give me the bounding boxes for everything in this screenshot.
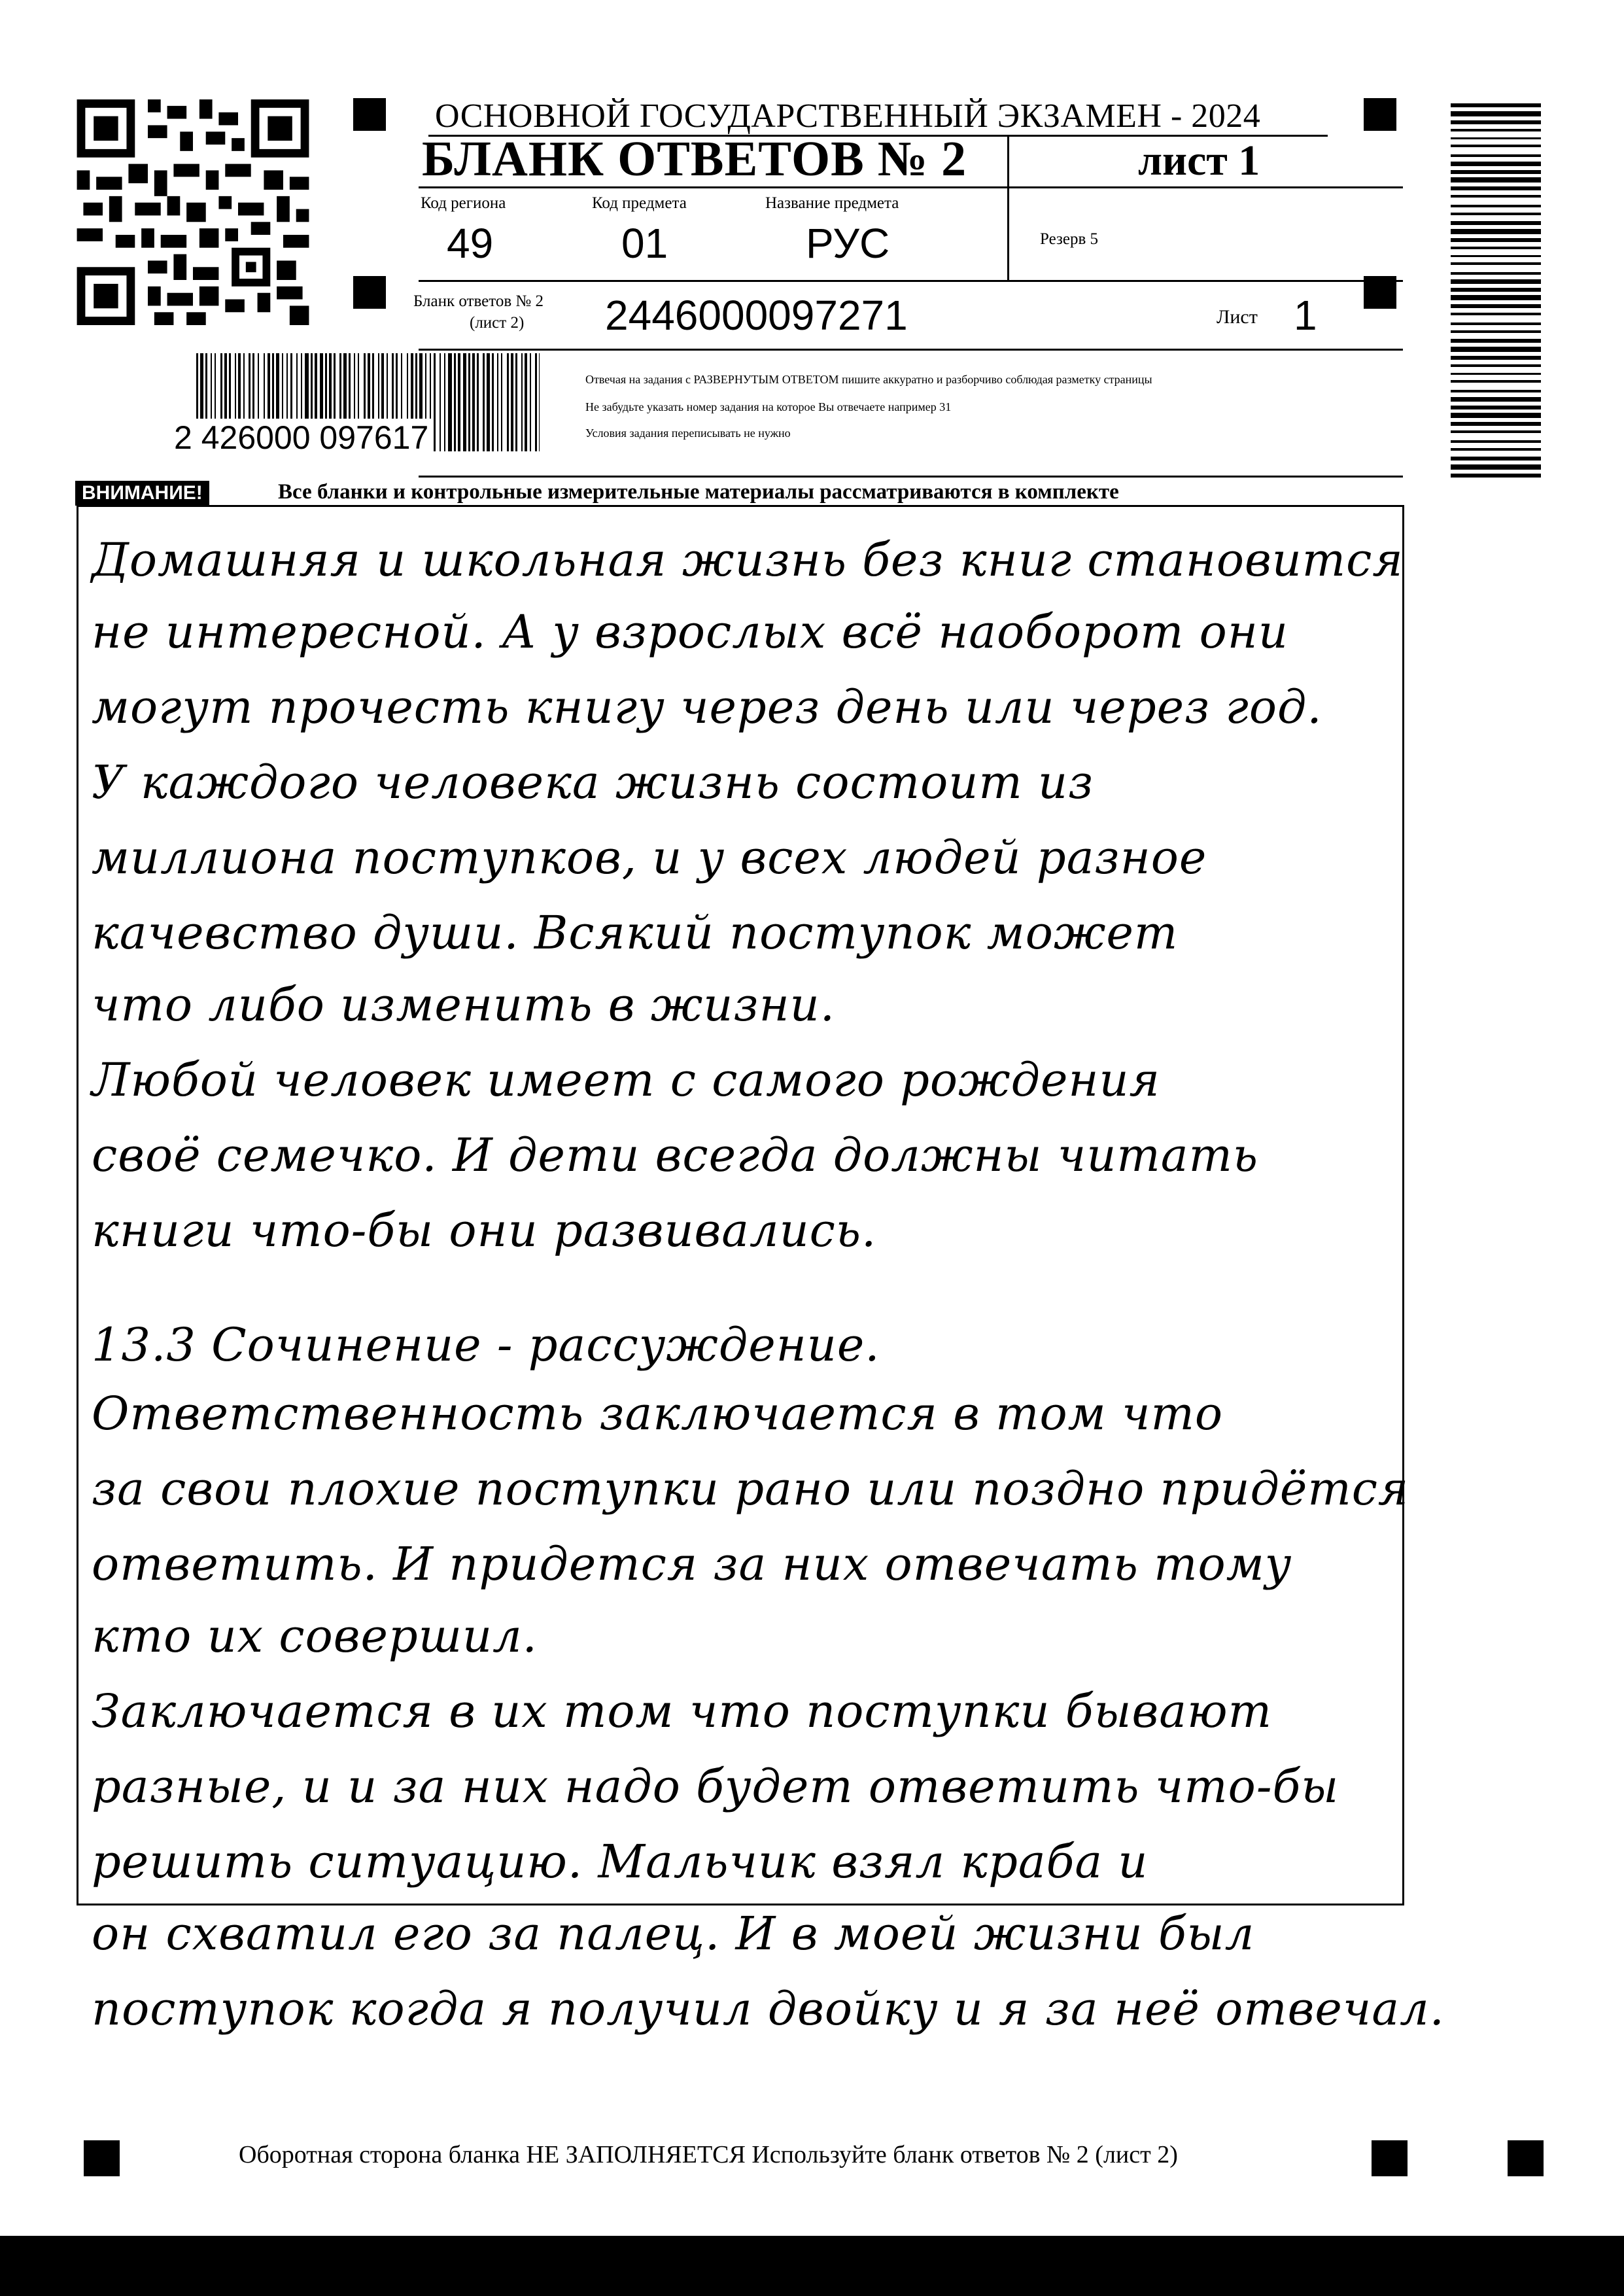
answer-line: книги что-бы они развивались.	[92, 1204, 877, 1257]
instruction-line-1: Отвечая на задания с РАЗВЕРНУТЫМ ОТВЕТОМ пишите аккуратно и разборчиво соблюдая разметку страницы	[585, 373, 1152, 386]
answer-line: миллиона поступков, и у всех людей разное	[92, 831, 1207, 884]
form-title: БЛАНК ОТВЕТОВ № 2	[422, 131, 967, 186]
registration-mark-bottom-mid	[1372, 2140, 1408, 2176]
answer-line: разные, и и за них надо будет ответить что-бы	[92, 1760, 1339, 1813]
instruction-line-3: Условия задания переписывать не нужно	[585, 426, 791, 440]
answer-line: Ответственность заключается в том что	[92, 1387, 1224, 1440]
answer-line: могут прочесть книгу через день или через год.	[92, 680, 1322, 734]
answer-line: качевство души. Всякий поступок может	[92, 906, 1179, 960]
region-code-label: Код региона	[421, 194, 506, 212]
sheet2-number: 2446000097271	[605, 292, 908, 339]
answer-line: Заключается в их том что поступки бывают	[92, 1684, 1273, 1738]
barcode-number: 2 426000 097617	[171, 419, 431, 457]
answer-line: ответить. И придется за них отвечать тому	[92, 1537, 1292, 1591]
registration-mark-top-left	[353, 98, 386, 131]
answer-line: он схватил его за палец. И в моей жизни был	[92, 1907, 1255, 1960]
answer-line: поступок когда я получил двойку и я за неё отвечал.	[92, 1982, 1445, 2036]
registration-mark-bottom-left	[84, 2140, 120, 2176]
registration-mark-top-right	[1364, 98, 1396, 131]
answer-line: У каждого человека жизнь состоит из	[92, 756, 1094, 809]
region-code-value: 49	[447, 220, 494, 267]
sheet2-label-line1: Бланк ответов № 2	[413, 292, 544, 310]
header-rule-2	[419, 280, 1403, 282]
answer-line: не интересной. А у взрослых всё наоборот они	[92, 605, 1288, 659]
subject-name-value: РУС	[806, 220, 890, 267]
answer-line: за свои плохие поступки рано или поздно придётся	[92, 1462, 1409, 1516]
scan-bottom-band	[0, 2236, 1624, 2296]
barcode-vertical-icon	[1451, 103, 1541, 479]
header-rule-4	[419, 476, 1403, 478]
answer-line: что либо изменить в жизни.	[92, 978, 836, 1032]
subject-name-label: Название предмета	[765, 194, 899, 212]
qr-code-icon	[75, 99, 311, 325]
answer-line: кто их совершил.	[92, 1609, 538, 1663]
footer-note: Оборотная сторона бланка НЕ ЗАПОЛНЯЕТСЯ Используйте бланк ответов № 2 (лист 2)	[239, 2141, 1178, 2168]
answer-line: решить ситуацию. Мальчик взял краба и	[92, 1835, 1149, 1888]
list-label: Лист	[1217, 306, 1258, 328]
registration-mark-mid-left	[353, 276, 386, 309]
answer-line: своё семечко. И дети всегда должны читать	[92, 1128, 1258, 1182]
answer-line: 13.3 Сочинение - рассуждение.	[92, 1318, 880, 1372]
header-divider	[1007, 136, 1009, 280]
subject-code-label: Код предмета	[592, 194, 687, 212]
exam-title: ОСНОВНОЙ ГОСУДАРСТВЕННЫЙ ЭКЗАМЕН - 2024	[435, 97, 1261, 135]
sheet-label: лист 1	[1138, 137, 1260, 184]
subject-code-value: 01	[621, 220, 668, 267]
reserve-label: Резерв 5	[1040, 230, 1099, 248]
instruction-line-2: Не забудьте указать номер задания на которое Вы отвечаете например 31	[585, 400, 952, 413]
header-rule-1	[419, 186, 1403, 188]
registration-mark-bottom-right	[1508, 2140, 1544, 2176]
answer-line: Любой человек имеет с самого рождения	[92, 1053, 1160, 1107]
warning-badge: ВНИМАНИЕ!	[75, 481, 209, 506]
sheet2-label-line2: (лист 2)	[470, 314, 525, 332]
warning-text: Все бланки и контрольные измерительные материалы рассматриваются в комплекте	[278, 480, 1119, 504]
list-number: 1	[1294, 292, 1317, 339]
answer-line: Домашняя и школьная жизнь без книг становится	[92, 533, 1404, 587]
header-rule-3	[419, 349, 1403, 351]
